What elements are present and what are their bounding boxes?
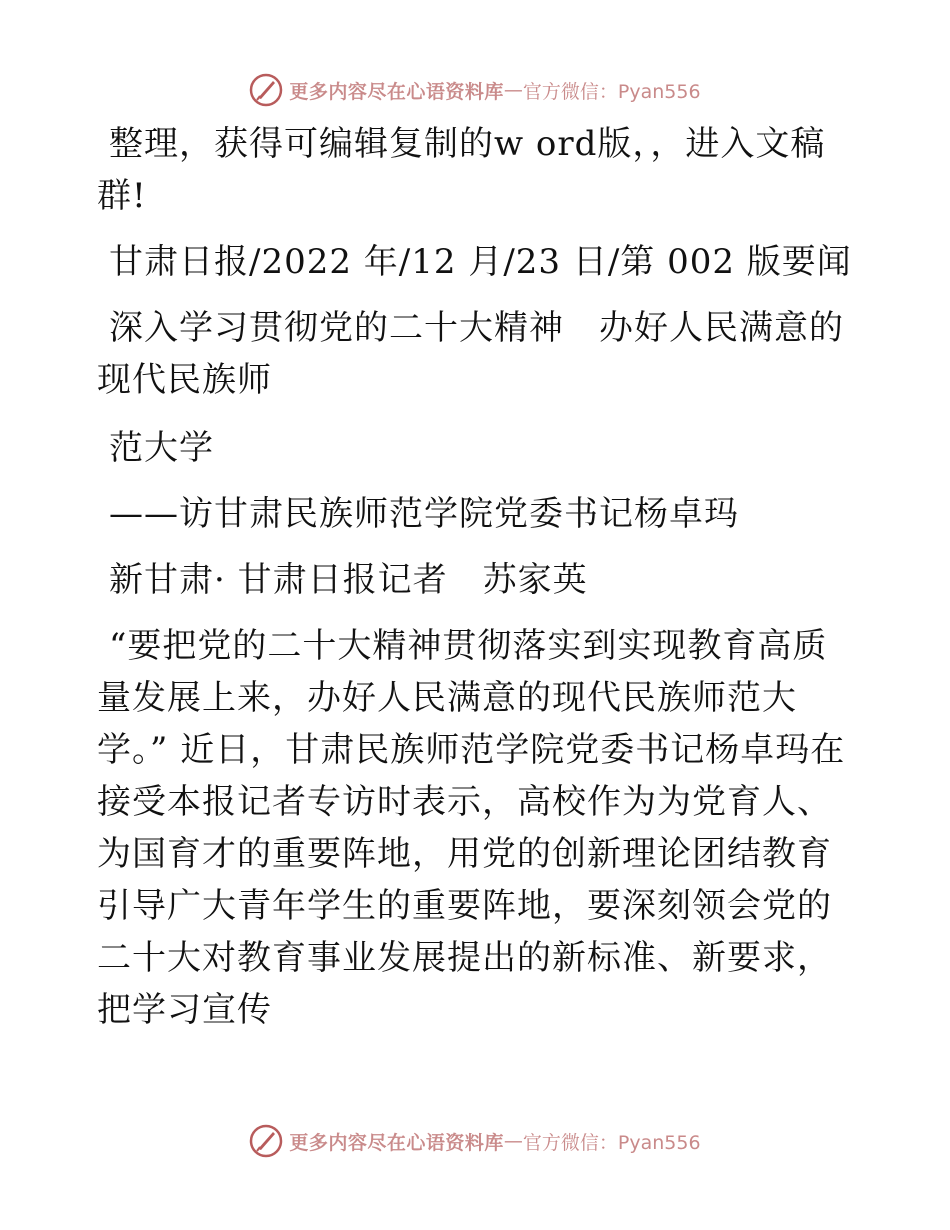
headline-continued: 范大学: [109, 428, 214, 468]
watermark-contact: 官方微信：Pyan556: [522, 80, 701, 103]
article-body: “要把党的二十大精神贯彻落实到实现教育高质量发展上来，办好人民满意的现代民族师范大学。” 近日，甘肃民族师范学院党委书记杨卓玛在接受本报记者专访时表示，高校作为为党育人、为国育才的重要阵地，用党的创新理论团结教育引导广大青年学生的重要阵地，要深刻领会党的二十大对教育事业发展提出的新标准、新要求，把学习宣传: [97, 626, 846, 1030]
byline: 新甘肃· 甘肃日报记者 苏家英: [109, 560, 588, 600]
watermark-separator: —: [503, 1130, 523, 1152]
watermark-text: 更多内容尽在心语资料库: [289, 80, 504, 103]
subtitle: ——访甘肃民族师范学院党委书记杨卓玛: [109, 494, 739, 534]
watermark-header: [0, 70, 950, 110]
document-body: [97, 118, 853, 1050]
headline: 深入学习贯彻党的二十大精神 办好人民满意的现代民族师: [97, 308, 844, 400]
watermark-separator: —: [503, 79, 523, 101]
quill-logo-icon: [249, 73, 283, 107]
watermark-text: 更多内容尽在心语资料库: [289, 1131, 504, 1154]
watermark-contact: 官方微信：Pyan556: [522, 1131, 701, 1154]
source-line: 甘肃日报/2022 年/12 月/23 日/第 002 版要闻: [109, 242, 852, 282]
quill-logo-icon: [249, 1124, 283, 1158]
intro-paragraph: 整理，获得可编辑复制的w ord版，，进入文稿群!: [97, 124, 826, 216]
watermark-footer: [0, 1121, 950, 1161]
